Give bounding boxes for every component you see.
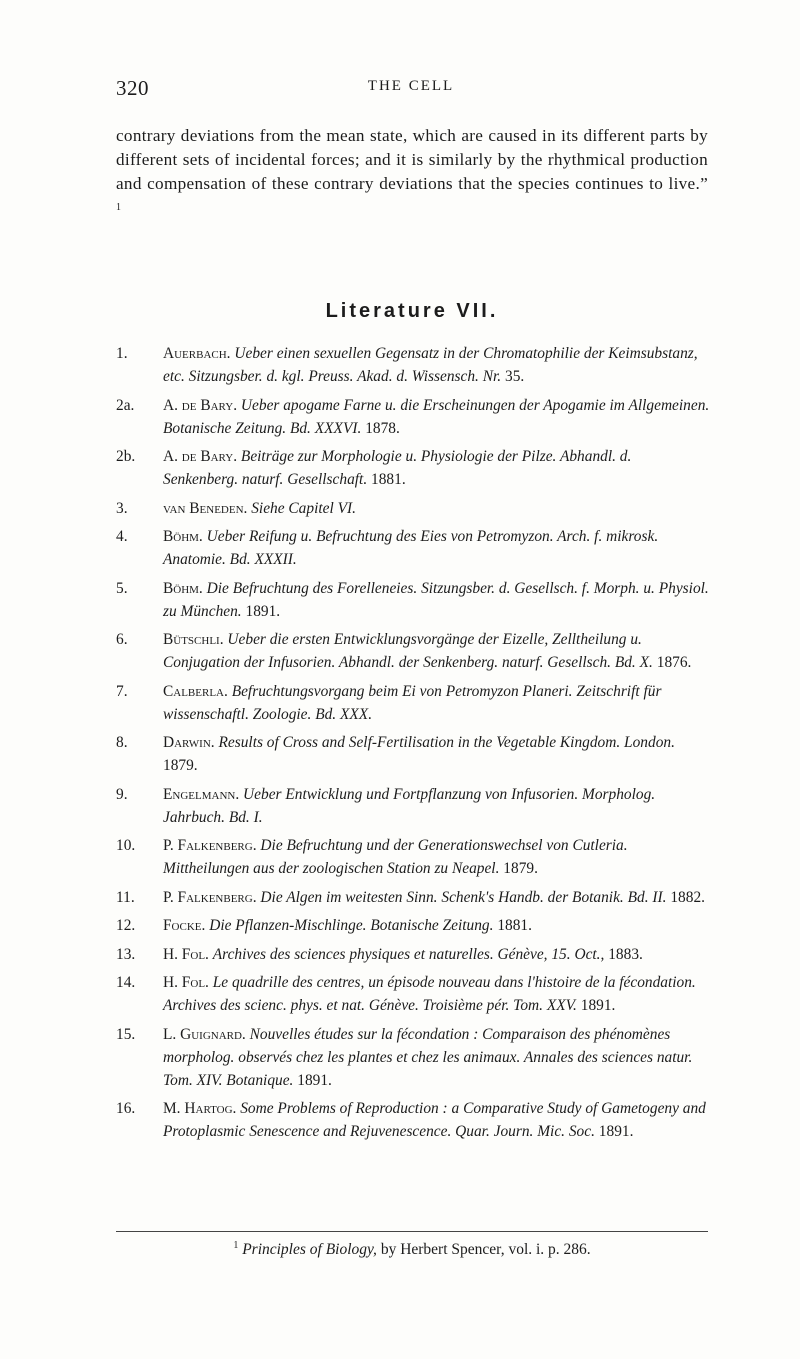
reference-author: Darwin. — [163, 734, 215, 751]
reference-number: 8. — [116, 734, 128, 751]
reference-author: P. Falkenberg. — [163, 837, 257, 854]
reference-number: 7. — [116, 682, 128, 700]
reference-author: Calberla. — [163, 682, 228, 700]
reference-item — [116, 1097, 710, 1143]
reference-author: Böhm. — [163, 579, 203, 597]
reference-author: H. Fol. — [163, 974, 209, 991]
reference-year: 1879. — [163, 757, 198, 774]
reference-year: 1891. — [598, 1123, 634, 1140]
reference-item — [116, 577, 710, 623]
reference-year: 1883. — [608, 945, 643, 963]
reference-author: Auerbach. — [163, 345, 231, 362]
reference-author: Engelmann. — [163, 785, 240, 803]
running-head: THE CELL — [367, 78, 455, 94]
footnote-mark: 1 — [233, 1240, 239, 1251]
reference-item — [116, 342, 710, 388]
reference-number: 2a. — [116, 396, 135, 414]
reference-author: A. de Bary. — [163, 396, 238, 414]
reference-number: 12. — [116, 917, 136, 934]
footnote-text: by Herbert Spencer, vol. i. p. 286. — [380, 1241, 591, 1259]
reference-year: 1891. — [580, 997, 616, 1014]
reference-author: Bütschli. — [163, 631, 224, 648]
reference-title: Ueber die ersten Entwicklungsvorgänge der Eizelle, Zelltheilung u. Conjugation der Infusorien. Abhandl. der Senkenberg. naturf. Gesellsch. Bd. X. — [163, 631, 653, 671]
reference-title: Befruchtungsvorgang beim Ei von Petromyzon Planeri. Zeitschrift für wissenschaftl. Zoologie. Bd. XXX. — [163, 682, 662, 723]
reference-number: 13. — [116, 945, 136, 963]
reference-title: Die Befruchtung des Forelleneies. Sitzungsber. d. Gesellsch. f. Morph. u. Physiol. zu München. — [163, 579, 709, 620]
footnote-title: Principles of Biology, — [242, 1241, 377, 1259]
footnote-divider — [116, 1231, 708, 1232]
reference-year: 1879. — [503, 860, 538, 877]
reference-year: 1878. — [365, 419, 400, 437]
reference-author: H. Fol. — [163, 945, 209, 963]
reference-author: P. Falkenberg. — [163, 888, 257, 906]
reference-author: van Beneden. — [163, 499, 248, 517]
reference-number: 15. — [116, 1025, 136, 1043]
reference-author: A. de Bary. — [163, 448, 238, 465]
reference-item — [116, 1023, 710, 1092]
reference-number: 2b. — [116, 448, 136, 465]
reference-number: 11. — [116, 888, 135, 906]
reference-title: Ueber Reifung u. Befruchtung des Eies von Petromyzon. Arch. f. mikrosk. Anatomie. Bd. XXXII. — [163, 528, 659, 568]
reference-year: 1891. — [245, 602, 281, 620]
page-header — [116, 76, 706, 100]
reference-item — [116, 680, 710, 726]
reference-author: Böhm. — [163, 528, 203, 545]
reference-year: 1881. — [371, 471, 406, 488]
reference-title: Archives des sciences physiques et naturelles. Génève, 15. Oct., — [212, 945, 605, 963]
reference-title: Results of Cross and Self-Fertilisation in the Vegetable Kingdom. London. — [218, 734, 675, 751]
reference-title: Le quadrille des centres, un épisode nouveau dans l'histoire de la fécondation. Archives des scienc. phys. et nat. Génève. Troisième pér. Tom. XXV. — [163, 974, 696, 1014]
reference-year: 1876. — [656, 654, 692, 671]
reference-title: Ueber Entwicklung und Fortpflanzung von Infusorien. Morpholog. Jahrbuch. Bd. I. — [163, 785, 656, 826]
reference-number: 5. — [116, 579, 128, 597]
section-heading: Literature VII. — [325, 300, 499, 322]
footnote — [116, 1240, 708, 1259]
reference-item — [116, 445, 710, 491]
reference-number: 3. — [116, 499, 128, 517]
reference-item — [116, 943, 710, 966]
reference-author: Focke. — [163, 917, 206, 934]
reference-item — [116, 834, 710, 880]
reference-item — [116, 497, 710, 520]
reference-item — [116, 914, 710, 937]
reference-year: 35. — [505, 368, 525, 385]
reference-title: Nouvelles études sur la fécondation : Comparaison des phénomènes morpholog. observés chez les plantes et chez les animaux. Annales des sciences natur. Tom. XIV. Botanique. — [163, 1025, 693, 1089]
reference-item — [116, 783, 710, 829]
reference-title: Siehe Capitel VI. — [251, 499, 356, 517]
reference-title: Die Algen im weitesten Sinn. Schenk's Handb. der Botanik. Bd. II. — [260, 888, 667, 906]
reference-number: 16. — [116, 1100, 136, 1117]
reference-title: Ueber einen sexuellen Gegensatz in der Chromatophilie der Keimsubstanz, etc. Sitzungsber. d. kgl. Preuss. Akad. d. Wissensch. Nr. — [163, 345, 698, 385]
reference-list — [116, 342, 710, 1149]
reference-item — [116, 525, 710, 571]
reference-item — [116, 731, 710, 777]
reference-item — [116, 886, 710, 909]
reference-title: Beiträge zur Morphologie u. Physiologie der Pilze. Abhandl. d. Senkenberg. naturf. Gesellschaft. — [163, 448, 632, 488]
reference-author: L. Guignard. — [163, 1025, 246, 1043]
reference-author: M. Hartog. — [163, 1100, 237, 1117]
reference-number: 1. — [116, 345, 128, 362]
reference-title: Die Pflanzen-Mischlinge. Botanische Zeitung. — [209, 917, 494, 934]
reference-year: 1891. — [297, 1071, 332, 1089]
reference-item — [116, 394, 710, 440]
reference-number: 14. — [116, 974, 136, 991]
reference-title: Ueber apogame Farne u. die Erscheinungen der Apogamie im Allgemeinen. Botanische Zeitung. Bd. XXXVI. — [163, 396, 710, 437]
reference-number: 10. — [116, 837, 136, 854]
reference-item — [116, 971, 710, 1017]
page-number: 320 — [116, 76, 149, 100]
reference-year: 1882. — [670, 888, 705, 906]
footnote-reference: 1 — [116, 202, 122, 213]
reference-number: 6. — [116, 631, 128, 648]
reference-number: 9. — [116, 785, 128, 803]
intro-text: contrary deviations from the mean state, which are caused in its different parts by different sets of incidental forces; and it is similarly by the rhythmical production and compensation of these contrary deviations that the species continues to live.” — [116, 126, 708, 193]
reference-number: 4. — [116, 528, 128, 545]
intro-paragraph — [116, 124, 708, 224]
reference-title: Die Befruchtung und der Generationswechsel von Cutleria. Mittheilungen aus der zoologischen Station zu Neapel. — [163, 837, 628, 877]
reference-item — [116, 628, 710, 674]
reference-title: Some Problems of Reproduction : a Comparative Study of Gametogeny and Protoplasmic Senescence and Rejuvenescence. Quar. Journ. Mic. Soc. — [163, 1100, 706, 1140]
reference-year: 1881. — [497, 917, 532, 934]
